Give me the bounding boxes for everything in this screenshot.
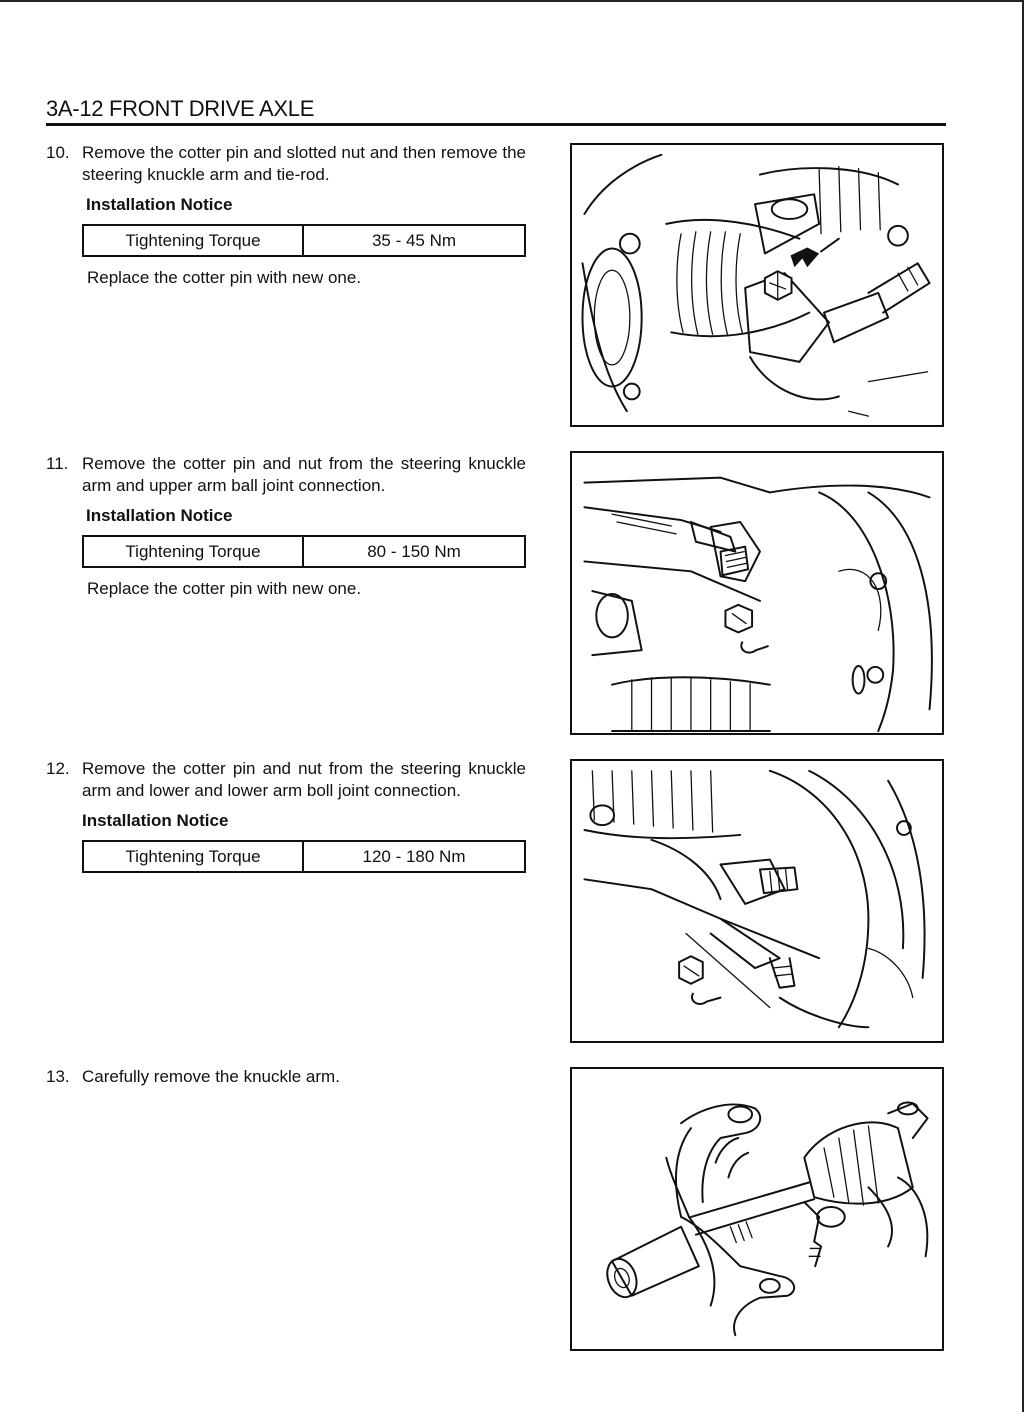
step-text: Remove the cotter pin and nut from the steering knuckle arm and lower and lower arm boll joint connection.: [82, 759, 526, 800]
torque-value: 35 - 45 Nm: [303, 225, 525, 256]
tie-rod-end-removal-illustration: [572, 145, 942, 425]
upper-ball-joint-nut-illustration: [572, 453, 942, 733]
step-text: Remove the cotter pin and nut from the steering knuckle arm and upper arm ball joint connection.: [82, 454, 526, 495]
figure-upper-ball-joint: [570, 451, 944, 735]
step-text: Carefully remove the knuckle arm.: [82, 1067, 340, 1086]
step-10: [46, 142, 526, 289]
torque-table: [82, 840, 526, 873]
replace-note: Replace the cotter pin with new one.: [87, 579, 362, 598]
step-text: Remove the cotter pin and slotted nut and then remove the steering knuckle arm and tie-rod.: [82, 143, 526, 184]
header-rule: [46, 123, 946, 126]
step-13: [46, 1066, 526, 1088]
step-number: 10.: [46, 143, 70, 162]
figure-lower-ball-joint: [570, 759, 944, 1043]
torque-value: 120 - 180 Nm: [303, 841, 525, 872]
knuckle-arm-removal-illustration: [572, 1069, 942, 1349]
torque-label: Tightening Torque: [83, 841, 303, 872]
torque-value: 80 - 150 Nm: [303, 536, 525, 567]
step-12: [46, 758, 526, 873]
step-number: 11.: [46, 454, 69, 473]
installation-notice-heading: Installation Notice: [82, 811, 229, 830]
torque-table: [82, 535, 526, 568]
figure-knuckle-arm: [570, 1067, 944, 1351]
torque-table: [82, 224, 526, 257]
page-title: 3A-12 FRONT DRIVE AXLE: [46, 96, 315, 121]
step-number: 12.: [46, 759, 70, 778]
step-number: 13.: [46, 1067, 70, 1086]
page-frame-top: [0, 0, 1024, 2]
step-11: [46, 453, 526, 600]
replace-note: Replace the cotter pin with new one.: [87, 268, 362, 287]
figure-tie-rod-end: [570, 143, 944, 427]
installation-notice-heading: Installation Notice: [86, 195, 233, 214]
lower-ball-joint-nut-illustration: [572, 761, 942, 1041]
torque-label: Tightening Torque: [83, 225, 303, 256]
torque-label: Tightening Torque: [83, 536, 303, 567]
installation-notice-heading: Installation Notice: [86, 506, 233, 525]
